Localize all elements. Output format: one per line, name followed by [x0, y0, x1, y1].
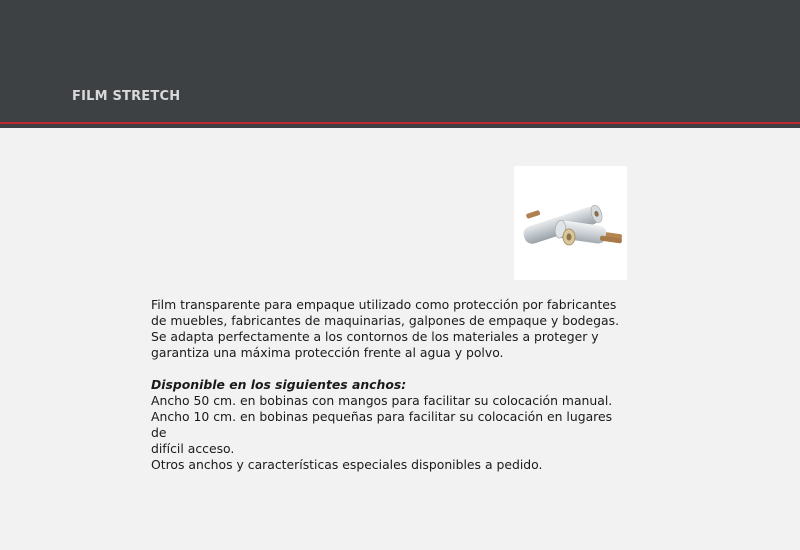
page-title: FILM STRETCH: [72, 89, 181, 104]
description-line: garantiza una máxima protección frente al agua y polvo.: [151, 345, 504, 360]
film-roll-image: [514, 166, 627, 280]
width-item: Ancho 10 cm. en bobinas pequeñas para facilitar su colocación en lugares de: [151, 409, 613, 440]
width-item: difícil acceso.: [151, 441, 235, 456]
page-header: [0, 0, 800, 122]
product-description: [151, 297, 631, 473]
product-image: [514, 166, 627, 280]
width-item: Otros anchos y características especiales disponibles a pedido.: [151, 457, 543, 472]
width-item: Ancho 50 cm. en bobinas con mangos para facilitar su colocación manual.: [151, 393, 613, 408]
description-line: de muebles, fabricantes de maquinarias, galpones de empaque y bodegas.: [151, 313, 620, 328]
widths-heading: Disponible en los siguientes anchos:: [151, 377, 407, 392]
header-divider: [0, 124, 800, 128]
description-line: Se adapta perfectamente a los contornos de los materiales a proteger y: [151, 329, 599, 344]
description-line: Film transparente para empaque utilizado como protección por fabricantes: [151, 297, 617, 312]
